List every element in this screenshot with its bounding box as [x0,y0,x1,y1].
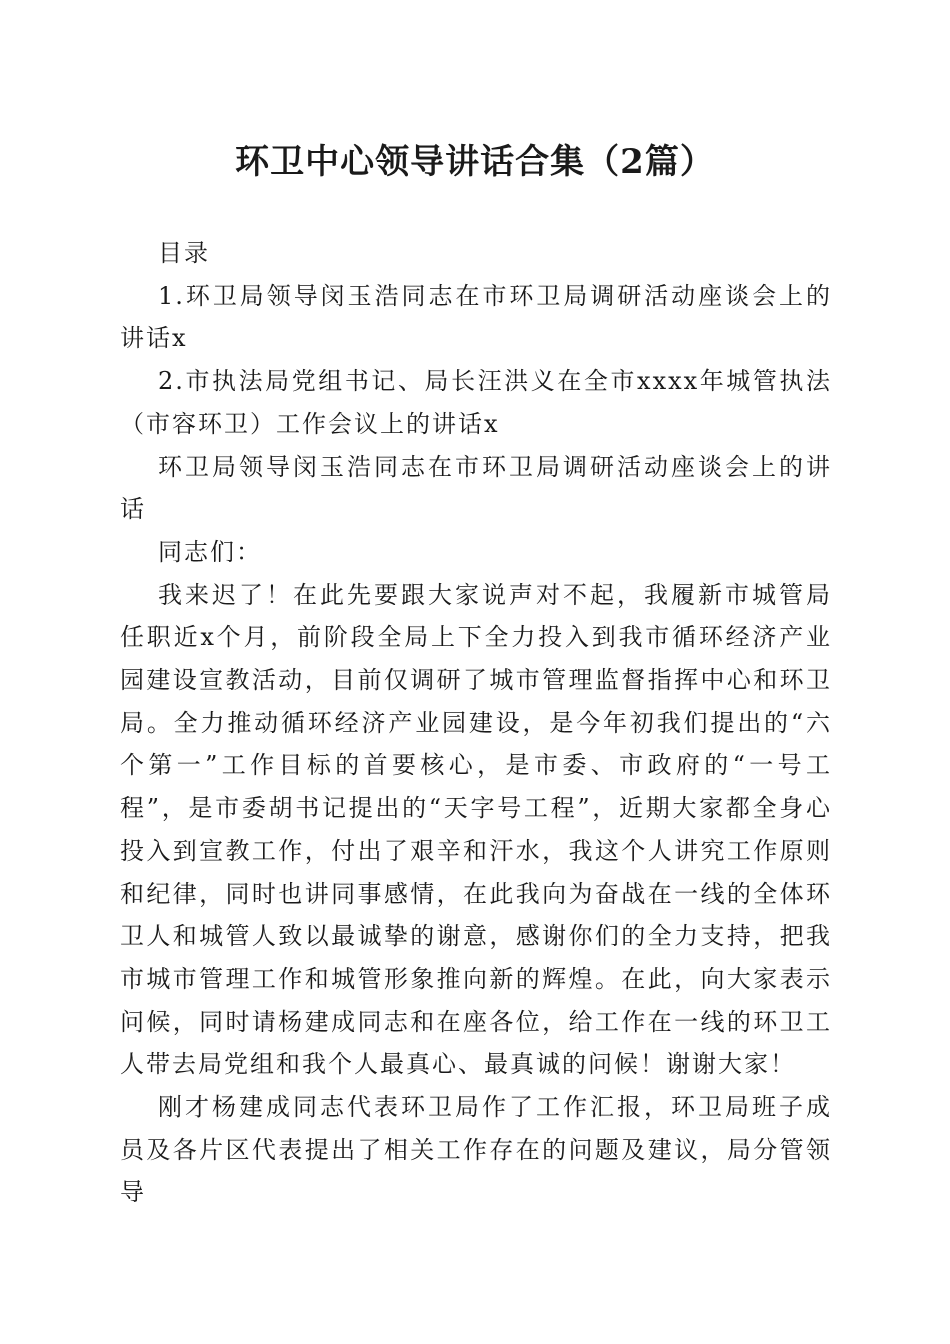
salutation: 同志们： [158,537,262,566]
speech-title: 环卫局领导闵玉浩同志在市环卫局调研活动座谈会上的讲话 [120,452,832,524]
toc-heading: 目录 [158,239,210,267]
body-paragraph: 刚才杨建成同志代表环卫局作了工作汇报，环卫局班子成员及各片区代表提出了相关工作存在的问题及建议，局分管领导 [120,1093,832,1207]
document-title: 环卫中心领导讲话合集（2篇） [235,142,715,182]
document-body [120,232,832,1214]
toc-item: 2.市执法局党组书记、局长汪洪义在全市xxxx年城管执法（市容环卫）工作会议上的讲话x [120,367,832,438]
toc-item: 1.环卫局领导闵玉浩同志在市环卫局调研活动座谈会上的讲话x [120,281,832,353]
body-paragraph: 我来迟了！在此先要跟大家说声对不起，我履新市城管局任职近x个月，前阶段全局上下全力投入到我市循环经济产业园建设宣教活动，目前仅调研了城市管理监督指挥中心和环卫局。全力推动循环经济产业园建设，是今年初我们提出的“六个第一”工作目标的首要核心，是市委、市政府的“一号工程”，是市委胡书记提出的“天字号工程”，近期大家都全身心投入到宣教工作，付出了艰辛和汗水，我这个人讲究工作原则和纪律，同时也讲同事感情，在此我向为奋战在一线的全体环卫人和城管人致以最诚挚的谢意，感谢你们的全力支持，把我市城市管理工作和城管形象推向新的辉煌。在此，向大家表示问候，同时请杨建成同志和在座各位，给工作在一线的环卫工人带去局党组和我个人最真心、最真诚的问候！谢谢大家！ [120,580,832,1079]
